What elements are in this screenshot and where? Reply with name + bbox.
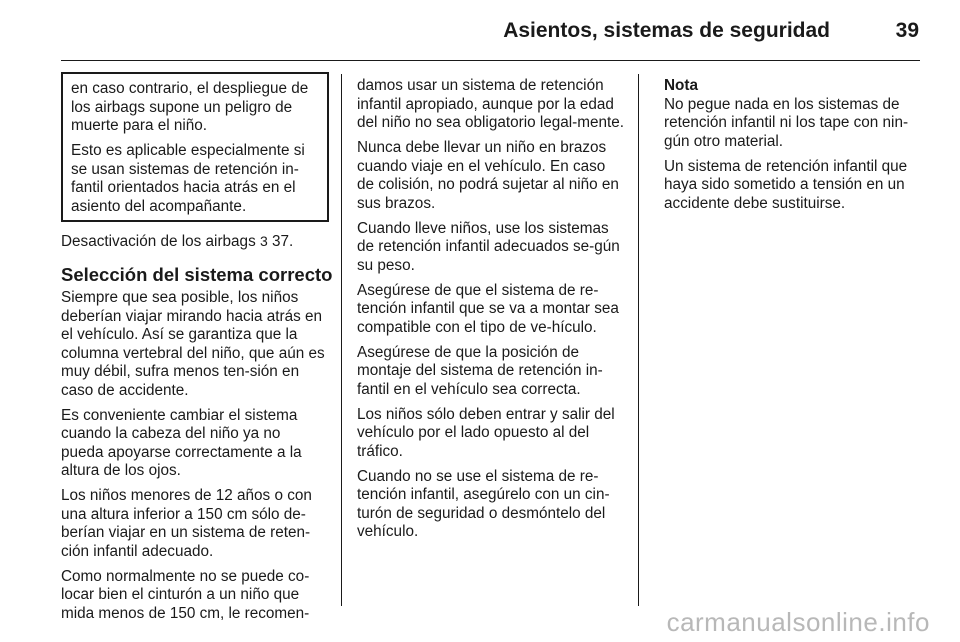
body-paragraph: Siempre que sea posible, los niños deberían viajar mirando hacia atrás en el vehículo. Así se garantiza que la columna vertebral del niño, que aún es muy débil, sufra menos ten-sión en caso de accidente. [61, 289, 325, 399]
body-paragraph: Asegúrese de que la posición de montaje del sistema de retención in-fantil en el vehículo sea correcta. [357, 343, 603, 398]
note-paragraph: Un sistema de retención infantil que haya sido sometido a tensión en un accidente debe sustituirse. [664, 157, 908, 212]
column-divider [638, 74, 639, 606]
body-paragraph: damos usar un sistema de retención infantil apropiado, aunque por la edad del niño no sea obligatorio legal-mente. [357, 77, 625, 131]
body-paragraph: Nunca debe llevar un niño en brazos cuando viaje en el vehículo. En caso de colisión, no podrá sujetar al niño en sus brazos. [357, 139, 619, 212]
body-paragraph: Como normalmente no se puede co-locar bien el cinturón a un niño que mida menos de 150 cm, le recomen- [61, 567, 310, 622]
page-number: 39 [895, 19, 919, 42]
body-paragraph: Asegúrese de que el sistema de re-tención infantil que se va a montar sea compatible con el tipo de ve-hículo. [357, 281, 619, 336]
watermark: carmanualsonline.info [666, 607, 930, 637]
reference-arrow-icon: 3 [259, 233, 268, 249]
body-paragraph: Es conveniente cambiar el sistema cuando la cabeza del niño ya no pueda apoyarse correctamente a la altura de los ojos. [61, 406, 302, 479]
column-1-body [61, 289, 327, 630]
body-paragraph: Los niños menores de 12 años o con una altura inferior a 150 cm sólo de-berían viajar en un sistema de reten-ción infantil adecuado. [61, 487, 312, 560]
warning-paragraph: Esto es aplicable especialmente si se usan sistemas de retención in-fantil orientados hacia atrás en el asiento del acompañante. [71, 142, 305, 215]
column-divider [341, 74, 342, 606]
cross-reference-page: 37. [272, 233, 294, 250]
section-heading: Selección del sistema correcto [61, 264, 333, 285]
cross-reference[interactable] [61, 232, 293, 252]
header-divider [61, 60, 920, 61]
body-paragraph: Cuando lleve niños, use los sistemas de retención infantil adecuados se-gún su peso. [357, 219, 620, 274]
column-2-body [357, 77, 625, 548]
body-paragraph: Cuando no se use el sistema de re-tención infantil, asegúrelo con un cin-turón de seguridad o desmóntelo del vehículo. [357, 467, 610, 540]
warning-paragraph: en caso contrario, el despliegue de los airbags supone un peligro de muerte para el niño. [71, 80, 309, 134]
note-paragraph: No pegue nada en los sistemas de retención infantil ni los tape con nin-gún otro material. [664, 95, 909, 150]
cross-reference-text: Desactivación de los airbags [61, 233, 256, 250]
page-header-title: Asientos, sistemas de seguridad [503, 19, 830, 42]
body-paragraph: Los niños sólo deben entrar y salir del vehículo por el lado opuesto al del tráfico. [357, 405, 615, 460]
note-title: Nota [664, 77, 698, 94]
column-3-body [664, 77, 922, 220]
warning-box [61, 72, 329, 222]
